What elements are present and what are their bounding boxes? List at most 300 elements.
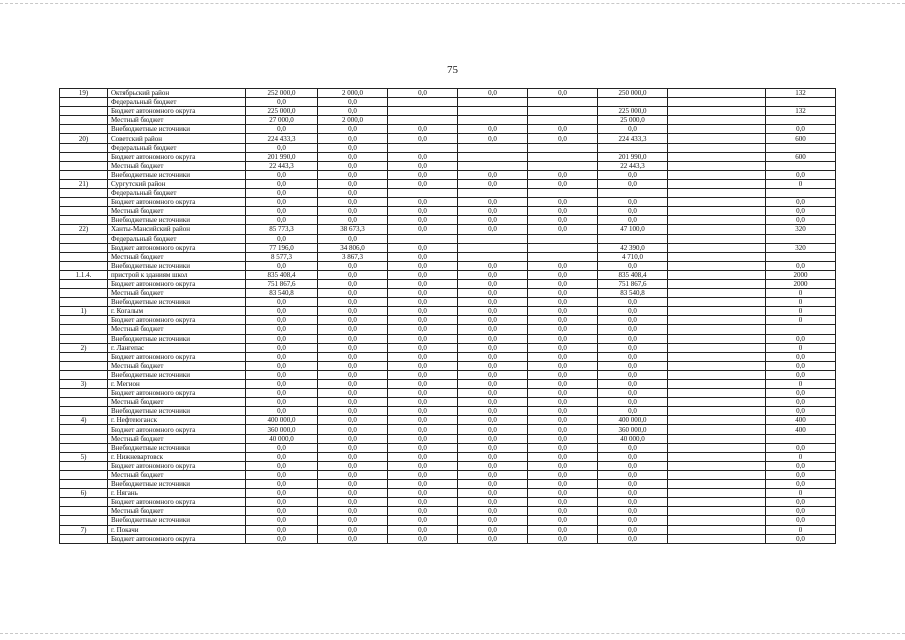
indicator-value: 0: [766, 179, 836, 188]
row-label: Внебюджетные источники: [108, 125, 246, 134]
row-label: Местный бюджет: [108, 289, 246, 298]
total-value: 0,0: [246, 480, 318, 489]
value-col-7: [668, 279, 766, 288]
table-row: [60, 489, 836, 498]
value-col-2: 3 867,3: [318, 252, 388, 261]
value-col-6: 0,0: [598, 198, 668, 207]
indicator-value: 0,0: [766, 516, 836, 525]
value-col-5: 0,0: [528, 470, 598, 479]
total-value: 0,0: [246, 389, 318, 398]
value-col-6: [598, 143, 668, 152]
value-col-4: 0,0: [458, 461, 528, 470]
row-number: [60, 370, 108, 379]
row-label: Сургутский район: [108, 179, 246, 188]
row-label: Советский район: [108, 134, 246, 143]
table-row: [60, 498, 836, 507]
value-col-3: 0,0: [388, 261, 458, 270]
table-row: [60, 398, 836, 407]
row-number: [60, 498, 108, 507]
table-row: [60, 225, 836, 234]
total-value: 77 196,0: [246, 243, 318, 252]
value-col-3: [388, 107, 458, 116]
value-col-3: 0,0: [388, 134, 458, 143]
total-value: 0,0: [246, 207, 318, 216]
value-col-3: 0,0: [388, 380, 458, 389]
value-col-4: 0,0: [458, 516, 528, 525]
indicator-value: 0,0: [766, 507, 836, 516]
value-col-5: 0,0: [528, 489, 598, 498]
value-col-6: 4 710,0: [598, 252, 668, 261]
value-col-2: 0,0: [318, 279, 388, 288]
value-col-3: 0,0: [388, 252, 458, 261]
table-row: [60, 480, 836, 489]
value-col-3: 0,0: [388, 407, 458, 416]
value-col-5: [528, 243, 598, 252]
total-value: 0,0: [246, 298, 318, 307]
value-col-2: 0,0: [318, 325, 388, 334]
value-col-5: 0,0: [528, 434, 598, 443]
value-col-4: 0,0: [458, 225, 528, 234]
row-number: [60, 361, 108, 370]
value-col-2: 0,0: [318, 179, 388, 188]
total-value: 835 408,4: [246, 270, 318, 279]
value-col-2: 0,0: [318, 298, 388, 307]
value-col-4: 0,0: [458, 325, 528, 334]
total-value: 40 000,0: [246, 434, 318, 443]
row-label: г. Когалым: [108, 307, 246, 316]
row-number: [60, 125, 108, 134]
total-value: 0,0: [246, 216, 318, 225]
value-col-4: 0,0: [458, 89, 528, 98]
total-value: 751 867,6: [246, 279, 318, 288]
row-number: [60, 189, 108, 198]
total-value: 0,0: [246, 470, 318, 479]
indicator-value: 0,0: [766, 498, 836, 507]
value-col-7: [668, 498, 766, 507]
value-col-2: 0,0: [318, 307, 388, 316]
value-col-2: 0,0: [318, 270, 388, 279]
row-label: Местный бюджет: [108, 507, 246, 516]
row-number: [60, 289, 108, 298]
total-value: 83 540,8: [246, 289, 318, 298]
value-col-3: 0,0: [388, 325, 458, 334]
value-col-7: [668, 380, 766, 389]
row-number: 3): [60, 380, 108, 389]
total-value: 224 433,3: [246, 134, 318, 143]
value-col-5: 0,0: [528, 480, 598, 489]
table-row: [60, 343, 836, 352]
value-col-7: [668, 389, 766, 398]
value-col-4: 0,0: [458, 407, 528, 416]
value-col-3: 0,0: [388, 461, 458, 470]
value-col-2: 0,0: [318, 434, 388, 443]
row-number: [60, 407, 108, 416]
value-col-6: 0,0: [598, 125, 668, 134]
row-number: [60, 279, 108, 288]
row-label: Внебюджетные источники: [108, 170, 246, 179]
table-row: [60, 525, 836, 534]
indicator-value: 0,0: [766, 352, 836, 361]
table-row: [60, 107, 836, 116]
value-col-3: 0,0: [388, 89, 458, 98]
value-col-5: 0,0: [528, 380, 598, 389]
value-col-5: 0,0: [528, 89, 598, 98]
total-value: 0,0: [246, 407, 318, 416]
value-col-3: 0,0: [388, 534, 458, 543]
total-value: 0,0: [246, 179, 318, 188]
total-value: 0,0: [246, 234, 318, 243]
value-col-3: 0,0: [388, 489, 458, 498]
value-col-2: 0,0: [318, 470, 388, 479]
indicator-value: 0,0: [766, 170, 836, 179]
value-col-2: 0,0: [318, 125, 388, 134]
value-col-3: 0,0: [388, 361, 458, 370]
value-col-2: 0,0: [318, 389, 388, 398]
value-col-5: 0,0: [528, 198, 598, 207]
value-col-6: 0,0: [598, 307, 668, 316]
value-col-3: 0,0: [388, 243, 458, 252]
value-col-6: 201 990,0: [598, 152, 668, 161]
value-col-2: 0,0: [318, 407, 388, 416]
value-col-3: 0,0: [388, 198, 458, 207]
indicator-value: 0,0: [766, 207, 836, 216]
value-col-7: [668, 134, 766, 143]
value-col-5: 0,0: [528, 461, 598, 470]
value-col-7: [668, 307, 766, 316]
row-label: Бюджет автономного округа: [108, 107, 246, 116]
indicator-value: 0: [766, 298, 836, 307]
row-label: Местный бюджет: [108, 116, 246, 125]
indicator-value: 0,0: [766, 461, 836, 470]
indicator-value: 0,0: [766, 480, 836, 489]
value-col-4: 0,0: [458, 179, 528, 188]
value-col-2: 0,0: [318, 525, 388, 534]
value-col-5: 0,0: [528, 507, 598, 516]
total-value: 0,0: [246, 170, 318, 179]
value-col-3: 0,0: [388, 398, 458, 407]
value-col-7: [668, 252, 766, 261]
value-col-3: [388, 234, 458, 243]
total-value: 0,0: [246, 516, 318, 525]
value-col-4: 0,0: [458, 534, 528, 543]
value-col-4: [458, 234, 528, 243]
value-col-5: [528, 152, 598, 161]
table-row: [60, 143, 836, 152]
value-col-5: [528, 234, 598, 243]
total-value: 360 000,0: [246, 425, 318, 434]
total-value: 0,0: [246, 398, 318, 407]
value-col-6: 250 000,0: [598, 89, 668, 98]
total-value: 8 577,3: [246, 252, 318, 261]
total-value: 0,0: [246, 370, 318, 379]
value-col-3: 0,0: [388, 207, 458, 216]
row-label: Бюджет автономного округа: [108, 534, 246, 543]
value-col-3: 0,0: [388, 352, 458, 361]
value-col-3: 0,0: [388, 298, 458, 307]
value-col-5: [528, 98, 598, 107]
row-number: [60, 507, 108, 516]
value-col-7: [668, 143, 766, 152]
row-number: [60, 316, 108, 325]
value-col-2: 0,0: [318, 198, 388, 207]
total-value: 0,0: [246, 489, 318, 498]
value-col-6: 0,0: [598, 352, 668, 361]
table-row: [60, 334, 836, 343]
value-col-5: [528, 189, 598, 198]
value-col-5: 0,0: [528, 225, 598, 234]
value-col-4: 0,0: [458, 261, 528, 270]
value-col-7: [668, 461, 766, 470]
value-col-4: 0,0: [458, 398, 528, 407]
value-col-7: [668, 407, 766, 416]
row-label: г. Нягань: [108, 489, 246, 498]
row-label: Бюджет автономного округа: [108, 198, 246, 207]
total-value: 27 000,0: [246, 116, 318, 125]
value-col-5: 0,0: [528, 416, 598, 425]
indicator-value: 0: [766, 307, 836, 316]
row-label: Внебюджетные источники: [108, 261, 246, 270]
value-col-4: 0,0: [458, 498, 528, 507]
value-col-5: [528, 143, 598, 152]
value-col-2: 0,0: [318, 498, 388, 507]
table-row: [60, 216, 836, 225]
indicator-value: [766, 98, 836, 107]
row-number: [60, 207, 108, 216]
value-col-6: 22 443,3: [598, 161, 668, 170]
indicator-value: 0,0: [766, 361, 836, 370]
value-col-7: [668, 234, 766, 243]
value-col-4: 0,0: [458, 307, 528, 316]
value-col-4: [458, 161, 528, 170]
value-col-7: [668, 298, 766, 307]
value-col-5: 0,0: [528, 389, 598, 398]
value-col-2: 0,0: [318, 352, 388, 361]
indicator-value: 0,0: [766, 407, 836, 416]
table-row: [60, 125, 836, 134]
value-col-6: 0,0: [598, 489, 668, 498]
total-value: 0,0: [246, 452, 318, 461]
row-label: Внебюджетные источники: [108, 298, 246, 307]
table-row: [60, 416, 836, 425]
value-col-2: 0,0: [318, 443, 388, 452]
indicator-value: 0: [766, 525, 836, 534]
value-col-2: 0,0: [318, 234, 388, 243]
value-col-6: 0,0: [598, 298, 668, 307]
row-label: Местный бюджет: [108, 207, 246, 216]
total-value: 0,0: [246, 325, 318, 334]
value-col-5: [528, 107, 598, 116]
value-col-6: 40 000,0: [598, 434, 668, 443]
value-col-5: 0,0: [528, 261, 598, 270]
value-col-2: 0,0: [318, 334, 388, 343]
value-col-3: [388, 98, 458, 107]
value-col-7: [668, 325, 766, 334]
table-row: [60, 116, 836, 125]
row-label: г. Нефтеюганск: [108, 416, 246, 425]
row-label: Местный бюджет: [108, 161, 246, 170]
table-row: [60, 261, 836, 270]
value-col-7: [668, 116, 766, 125]
value-col-6: 0,0: [598, 507, 668, 516]
value-col-6: 0,0: [598, 216, 668, 225]
value-col-4: 0,0: [458, 270, 528, 279]
table-row: [60, 189, 836, 198]
value-col-6: 25 000,0: [598, 116, 668, 125]
value-col-6: 0,0: [598, 207, 668, 216]
row-number: 1.1.4.: [60, 270, 108, 279]
value-col-5: 0,0: [528, 407, 598, 416]
row-label: Местный бюджет: [108, 434, 246, 443]
value-col-2: 0,0: [318, 489, 388, 498]
value-col-2: 0,0: [318, 361, 388, 370]
table-row: [60, 389, 836, 398]
row-number: [60, 352, 108, 361]
table-row: [60, 425, 836, 434]
row-label: Бюджет автономного округа: [108, 243, 246, 252]
value-col-2: 38 673,3: [318, 225, 388, 234]
indicator-value: 0: [766, 289, 836, 298]
value-col-7: [668, 452, 766, 461]
row-number: [60, 434, 108, 443]
value-col-5: 0,0: [528, 316, 598, 325]
value-col-2: 0,0: [318, 161, 388, 170]
value-col-4: [458, 152, 528, 161]
value-col-7: [668, 98, 766, 107]
table-row: [60, 179, 836, 188]
indicator-value: 0: [766, 489, 836, 498]
value-col-7: [668, 225, 766, 234]
row-label: Бюджет автономного округа: [108, 461, 246, 470]
indicator-value: 0: [766, 343, 836, 352]
row-label: Внебюджетные источники: [108, 516, 246, 525]
value-col-5: 0,0: [528, 425, 598, 434]
table-row: [60, 325, 836, 334]
indicator-value: 0,0: [766, 470, 836, 479]
value-col-4: 0,0: [458, 279, 528, 288]
row-number: [60, 161, 108, 170]
value-col-3: [388, 143, 458, 152]
value-col-2: 0,0: [318, 107, 388, 116]
value-col-5: 0,0: [528, 498, 598, 507]
indicator-value: 0,0: [766, 389, 836, 398]
row-label: Местный бюджет: [108, 398, 246, 407]
value-col-3: 0,0: [388, 507, 458, 516]
table-row: [60, 279, 836, 288]
value-col-4: 0,0: [458, 343, 528, 352]
row-label: Внебюджетные источники: [108, 334, 246, 343]
row-number: [60, 143, 108, 152]
value-col-6: 83 540,8: [598, 289, 668, 298]
value-col-5: 0,0: [528, 125, 598, 134]
value-col-4: 0,0: [458, 425, 528, 434]
row-label: Бюджет автономного округа: [108, 352, 246, 361]
value-col-3: 0,0: [388, 480, 458, 489]
value-col-7: [668, 425, 766, 434]
total-value: 0,0: [246, 98, 318, 107]
value-col-5: 0,0: [528, 179, 598, 188]
value-col-6: 751 867,6: [598, 279, 668, 288]
indicator-value: 0,0: [766, 216, 836, 225]
row-number: 4): [60, 416, 108, 425]
value-col-6: 0,0: [598, 398, 668, 407]
row-label: г. Мегион: [108, 380, 246, 389]
total-value: 0,0: [246, 125, 318, 134]
indicator-value: [766, 116, 836, 125]
value-col-6: 0,0: [598, 380, 668, 389]
row-label: Ханты-Мансийский район: [108, 225, 246, 234]
indicator-value: 0,0: [766, 261, 836, 270]
indicator-value: [766, 434, 836, 443]
row-number: 22): [60, 225, 108, 234]
row-number: [60, 198, 108, 207]
table-row: [60, 461, 836, 470]
value-col-6: 0,0: [598, 470, 668, 479]
value-col-4: [458, 116, 528, 125]
value-col-3: 0,0: [388, 452, 458, 461]
indicator-value: 320: [766, 243, 836, 252]
value-col-3: 0,0: [388, 307, 458, 316]
row-number: [60, 170, 108, 179]
value-col-5: 0,0: [528, 343, 598, 352]
table-row: [60, 198, 836, 207]
row-label: Местный бюджет: [108, 470, 246, 479]
value-col-6: 0,0: [598, 389, 668, 398]
indicator-value: 600: [766, 152, 836, 161]
indicator-value: 400: [766, 416, 836, 425]
table-row: [60, 152, 836, 161]
table-row: [60, 207, 836, 216]
value-col-5: 0,0: [528, 516, 598, 525]
total-value: 0,0: [246, 143, 318, 152]
value-col-5: 0,0: [528, 298, 598, 307]
value-col-4: 0,0: [458, 198, 528, 207]
table-row: [60, 361, 836, 370]
value-col-7: [668, 525, 766, 534]
value-col-7: [668, 179, 766, 188]
value-col-6: 0,0: [598, 407, 668, 416]
value-col-5: 0,0: [528, 534, 598, 543]
value-col-6: [598, 189, 668, 198]
value-col-7: [668, 516, 766, 525]
table-row: [60, 452, 836, 461]
total-value: 85 773,3: [246, 225, 318, 234]
table-row: [60, 298, 836, 307]
table-row: [60, 370, 836, 379]
total-value: 0,0: [246, 525, 318, 534]
table-row: [60, 252, 836, 261]
value-col-6: 0,0: [598, 179, 668, 188]
value-col-6: 0,0: [598, 443, 668, 452]
indicator-value: 132: [766, 89, 836, 98]
indicator-value: 0: [766, 452, 836, 461]
value-col-7: [668, 243, 766, 252]
value-col-7: [668, 198, 766, 207]
row-label: Внебюджетные источники: [108, 370, 246, 379]
total-value: 0,0: [246, 443, 318, 452]
row-number: [60, 234, 108, 243]
table-row: [60, 516, 836, 525]
table-row: [60, 161, 836, 170]
value-col-2: 0,0: [318, 416, 388, 425]
value-col-6: 0,0: [598, 452, 668, 461]
value-col-3: [388, 189, 458, 198]
value-col-2: 0,0: [318, 289, 388, 298]
value-col-3: 0,0: [388, 389, 458, 398]
indicator-value: 0,0: [766, 398, 836, 407]
value-col-2: 0,0: [318, 98, 388, 107]
row-label: Местный бюджет: [108, 325, 246, 334]
value-col-6: 47 100,0: [598, 225, 668, 234]
